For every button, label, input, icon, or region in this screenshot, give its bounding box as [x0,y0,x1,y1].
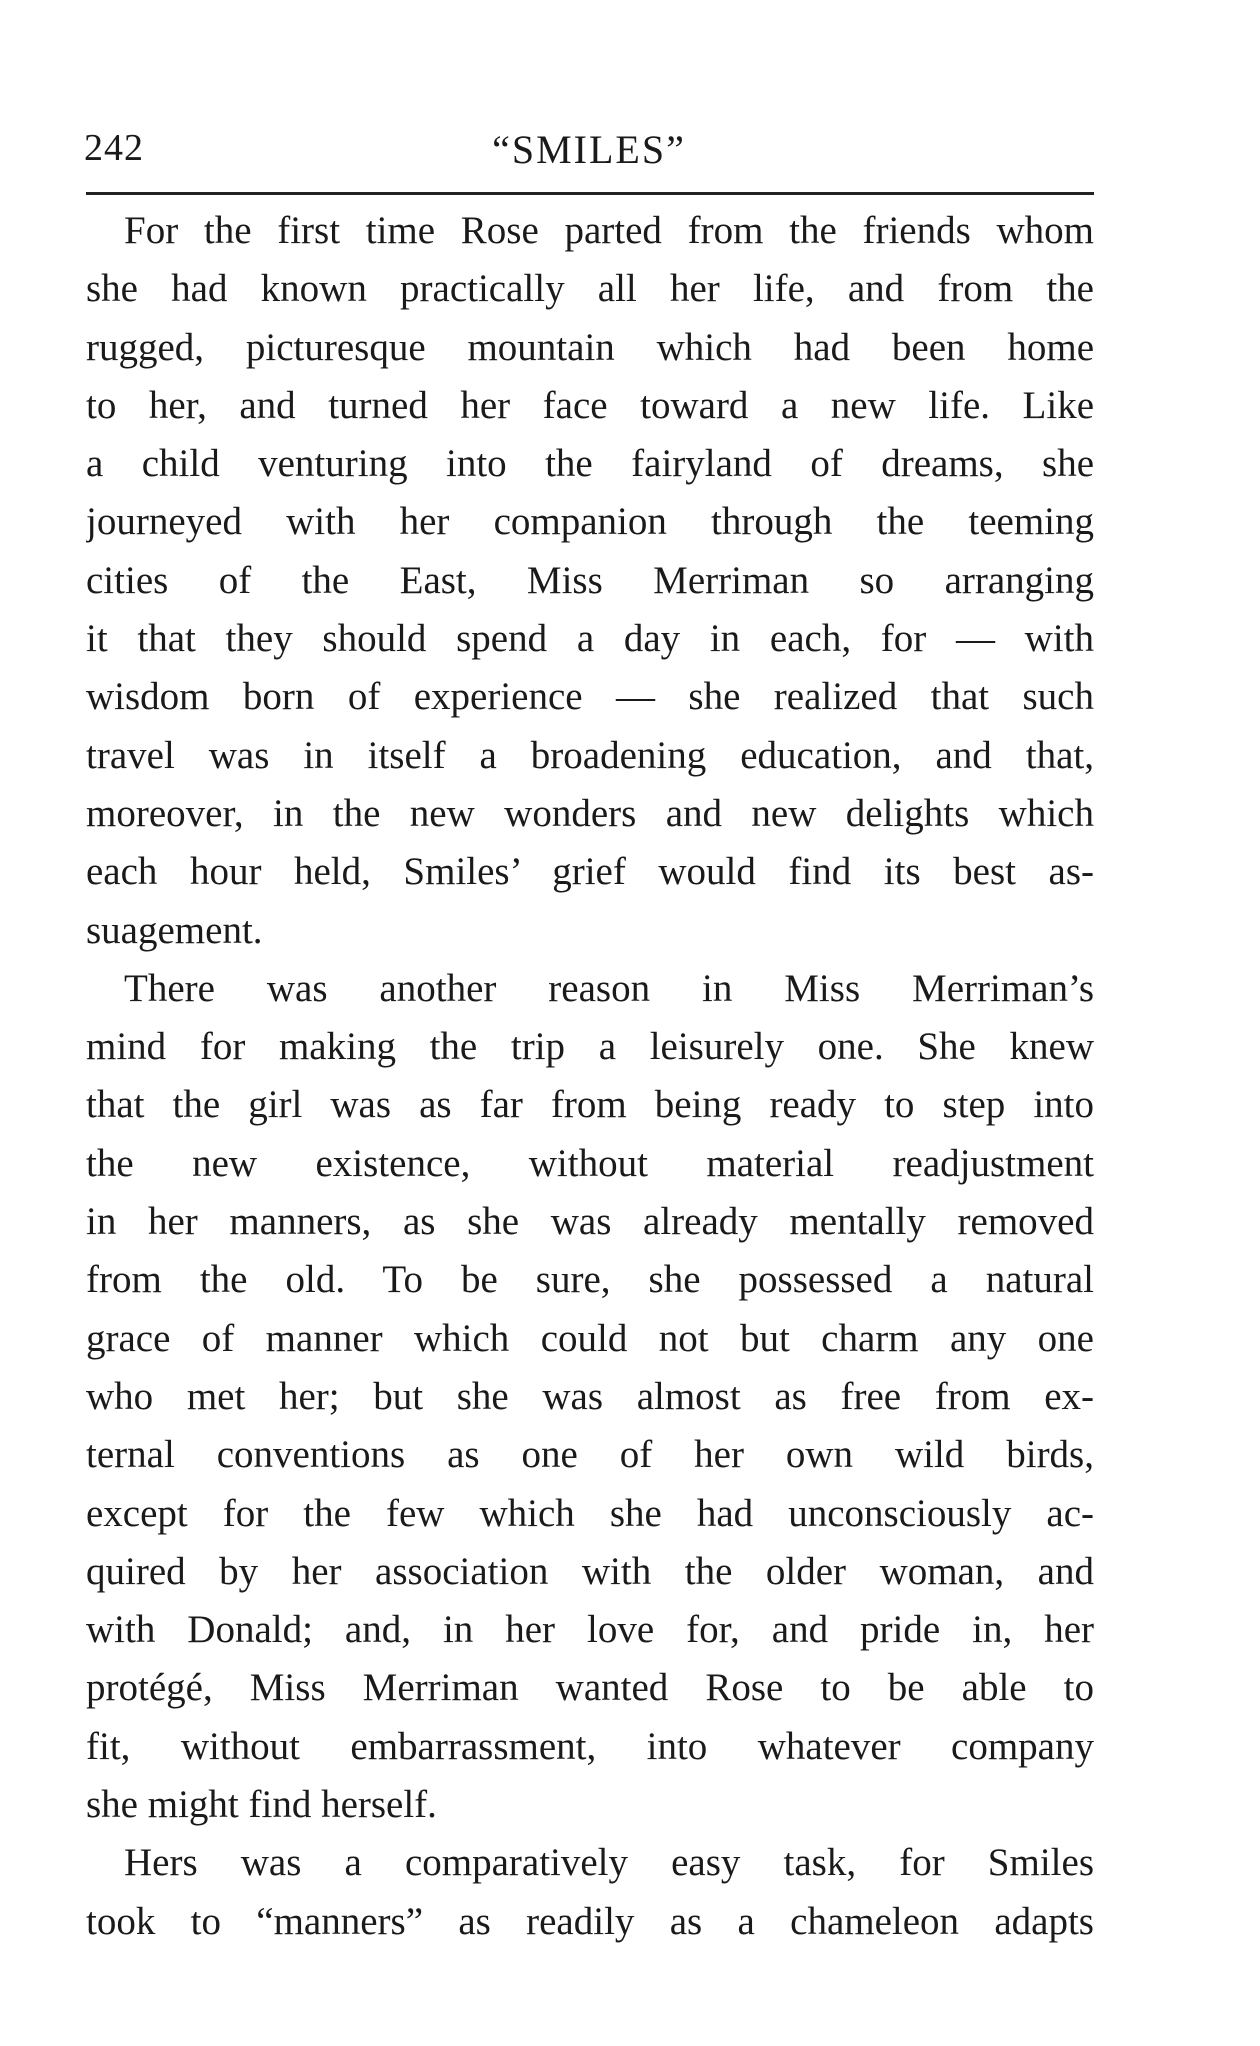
text-line: to her, and turned her face toward a new life. Like [86,383,1094,427]
text-line: quired by her association with the older woman, and [86,1549,1094,1593]
text-line: cities of the East, Miss Merriman so arranging [86,558,1094,602]
text-line: except for the few which she had unconsciously ac- [86,1491,1094,1535]
text-line: took to “manners” as readily as a chameleon adapts [86,1899,1094,1943]
paragraph [86,202,1094,960]
text-line: she had known practically all her life, and from the [86,267,1094,311]
text-line: protégé, Miss Merriman wanted Rose to be able to [86,1666,1094,1710]
text-line: For the first time Rose parted from the friends whom [124,209,1094,252]
text-line: the new existence, without material readjustment [86,1141,1094,1185]
text-line: who met her; but she was almost as free from ex- [86,1374,1094,1418]
header-rule [86,192,1094,195]
text-line: journeyed with her companion through the teeming [86,500,1094,544]
text-line: a child venturing into the fairyland of dreams, she [86,442,1094,486]
text-line: mind for making the trip a leisurely one. She knew [86,1025,1094,1069]
text-line: from the old. To be sure, she possessed a natural [86,1258,1094,1302]
text-line: it that they should spend a day in each, for — with [86,617,1094,661]
text-line: grace of manner which could not but charm any one [86,1316,1094,1360]
text-line: with Donald; and, in her love for, and pride in, her [86,1608,1094,1652]
text-line: she might find herself. [86,1783,437,1827]
text-line: rugged, picturesque mountain which had been home [86,325,1094,369]
paragraph [86,1834,1094,1951]
text-line: in her manners, as she was already mentally removed [86,1200,1094,1244]
text-line: moreover, in the new wonders and new delights which [86,791,1094,835]
running-head: “SMILES” [492,127,686,172]
page-number: 242 [84,127,144,169]
text-line: ternal conventions as one of her own wild birds, [86,1433,1094,1477]
text-line: suagement. [86,908,263,952]
body-text [86,202,1094,1951]
text-line: that the girl was as far from being ready to step into [86,1083,1094,1127]
text-line: travel was in itself a broadening education, and that, [86,733,1094,777]
text-line: wisdom born of experience — she realized that such [86,675,1094,719]
text-line: each hour held, Smiles’ grief would find its best as- [86,850,1094,894]
text-line: fit, without embarrassment, into whatever company [86,1724,1094,1768]
paragraph [86,960,1094,1834]
page-header [84,122,1094,182]
text-line: There was another reason in Miss Merriman’s [124,966,1094,1010]
text-line: Hers was a comparatively easy task, for Smiles [124,1841,1094,1885]
